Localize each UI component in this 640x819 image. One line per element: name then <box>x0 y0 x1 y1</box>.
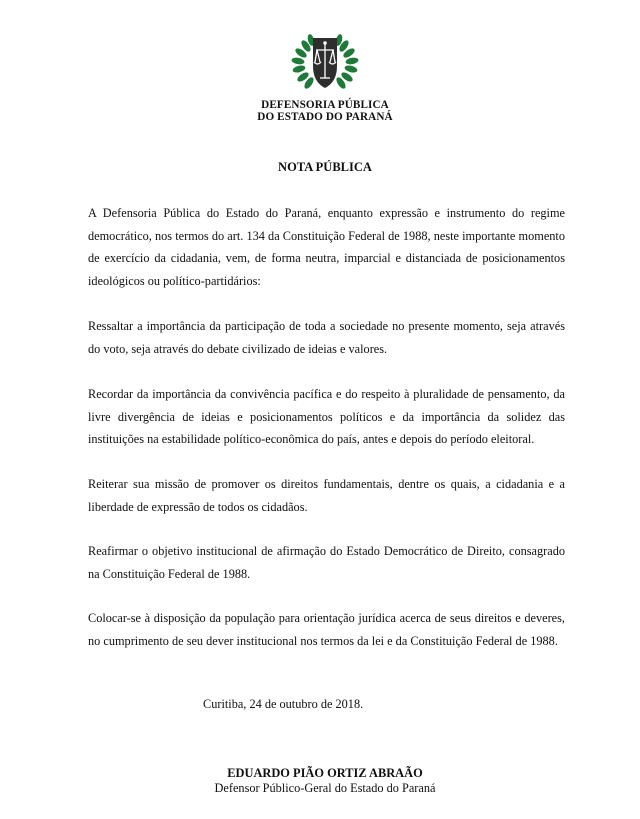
signer-role: Defensor Público-Geral do Estado do Paraná <box>214 781 436 795</box>
paragraph-intro: A Defensoria Pública do Estado do Paraná, enquanto expressão e instrumento do regime democrático, nos termos do art. 134 da Constituição Federal de 1988, neste importante momento de exercício da cidadania, vem, de forma neutra, imparcial e distanciada de posicionamentos ideológicos ou político-partidários: <box>88 206 565 288</box>
paragraph-reafirmar: Reafirmar o objetivo institucional de afirmação do Estado Democrático de Direito, consagrado na Constituição Federal de 1988. <box>88 544 565 581</box>
date-line: Curitiba, 24 de outubro de 2018. <box>203 697 364 711</box>
org-name-line1: DEFENSORIA PÚBLICA <box>261 99 389 111</box>
org-name-line2: DO ESTADO DO PARANÁ <box>257 111 393 123</box>
paragraph-colocar: Colocar-se à disposição da população para orientação jurídica acerca de seus direitos e deveres, no cumprimento de seu dever institucional nos termos da lei e da Constituição Federal de 1988. <box>88 611 565 648</box>
signer-name: EDUARDO PIÃO ORTIZ ABRAÃO <box>227 766 423 780</box>
paragraph-ressaltar: Ressaltar a importância da participação de toda a sociedade no presente momento, seja através do voto, seja através do debate civilizado de ideias e valores. <box>88 319 565 356</box>
paragraph-recordar: Recordar da importância da convivência pacífica e do respeito à pluralidade de pensamento, da livre divergência de ideias e posicionamentos políticos e da importância da solidez das instituições na estabilidade político-econômica do país, antes e depois do período eleitoral. <box>88 387 565 447</box>
defensoria-scales-laurel-icon <box>284 26 366 96</box>
document-title: NOTA PÚBLICA <box>278 160 372 174</box>
paragraph-reiterar: Reiterar sua missão de promover os direitos fundamentais, dentre os quais, a cidadania e a liberdade de expressão de todos os cidadãos. <box>88 477 565 514</box>
